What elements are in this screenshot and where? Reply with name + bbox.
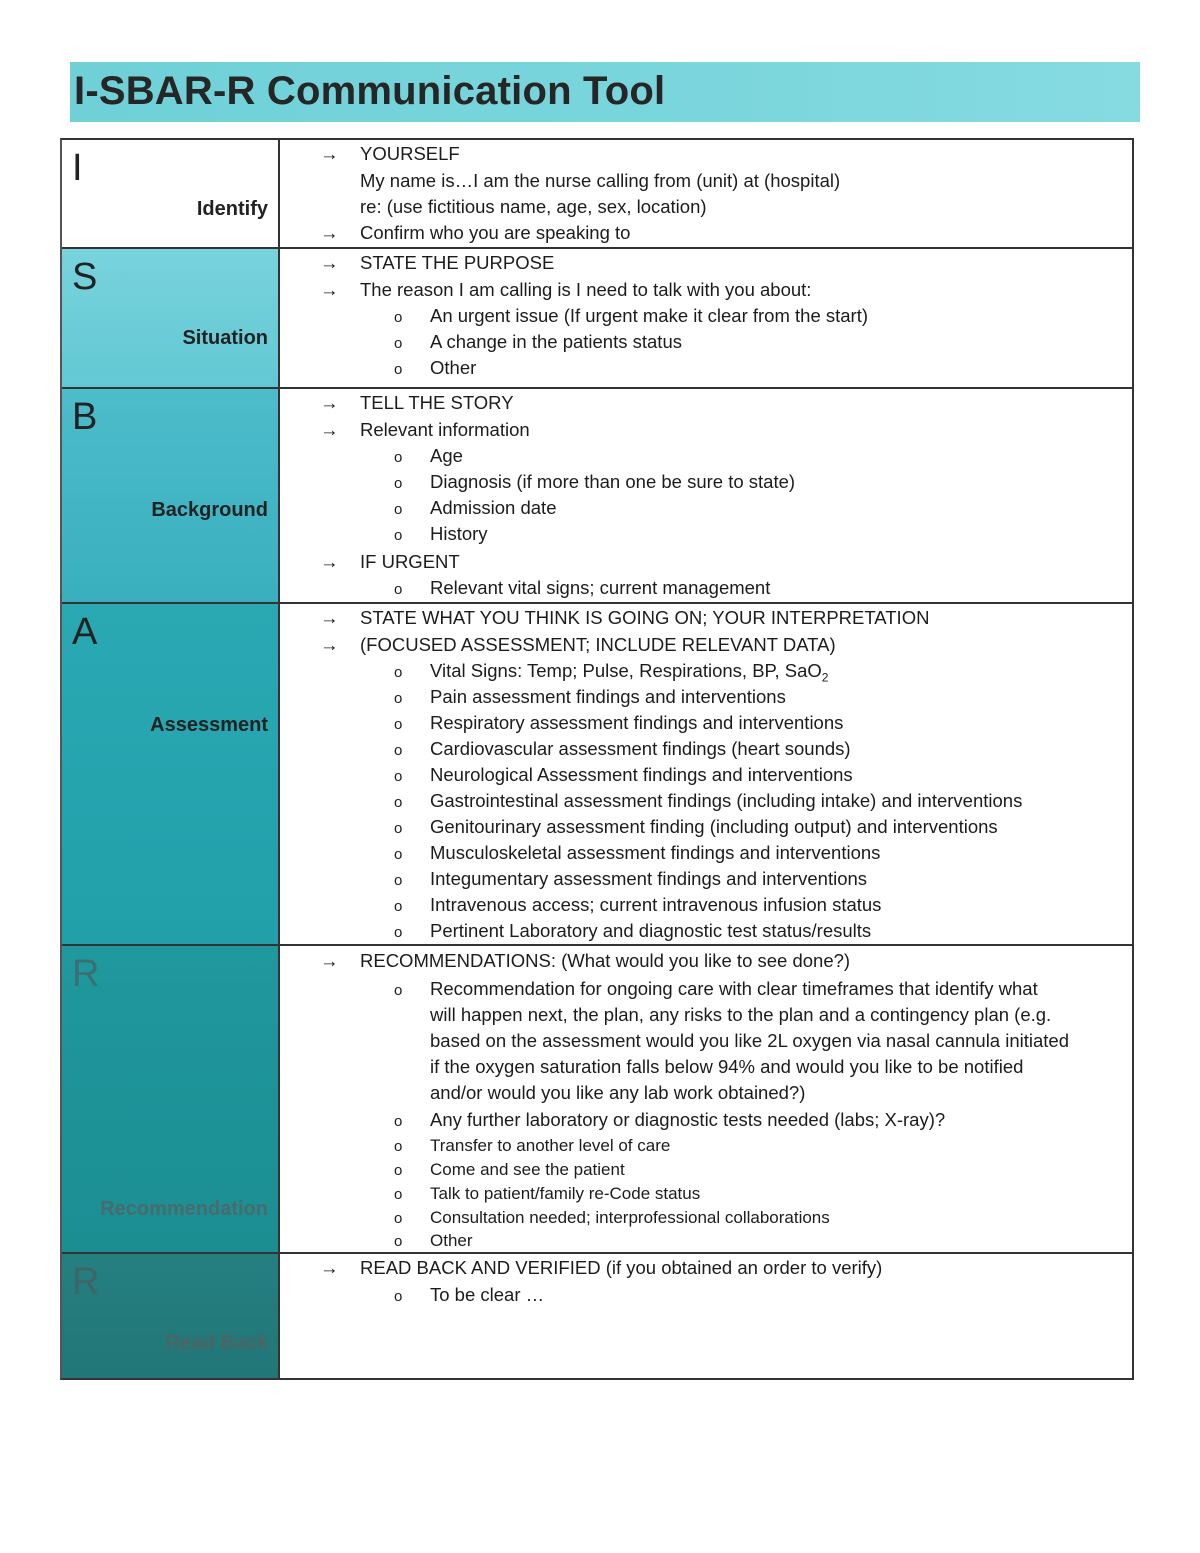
list-item: o Musculoskeletal assessment findings and interventions [394, 840, 880, 868]
bullet-icon: o [394, 1162, 403, 1179]
arrow-icon: → [320, 551, 339, 572]
bullet-icon: o [394, 664, 403, 681]
row-recommendation [62, 946, 1132, 1254]
list-item: o Any further laboratory or diagnostic tests needed (labs; X-ray)? [394, 1107, 945, 1135]
list-item: o Transfer to another level of care [394, 1133, 670, 1160]
situation-content [278, 249, 1132, 387]
row-category: Situation [182, 327, 268, 349]
list-item: → The reason I am calling is I need to talk with you about: [320, 277, 811, 303]
identify-content [278, 140, 1132, 247]
bullet-icon: o [394, 1113, 403, 1130]
list-item: o A change in the patients status [394, 329, 682, 357]
list-item: and/or would you like any lab work obtained?) [430, 1082, 806, 1103]
arrow-icon: → [320, 419, 339, 440]
background-label-cell [62, 389, 280, 602]
list-item: o An urgent issue (If urgent make it clear from the start) [394, 303, 868, 331]
row-letter: R [72, 953, 100, 995]
isbar-table [60, 138, 1134, 1380]
recommendation-content [278, 946, 1132, 1252]
list-item: o Intravenous access; current intravenous infusion status [394, 892, 881, 920]
read-back-label-cell [62, 1254, 280, 1378]
bullet-icon: o [394, 1138, 403, 1155]
bullet-icon: o [394, 1210, 403, 1227]
list-item: o Consultation needed; interprofessional collaborations [394, 1205, 830, 1232]
list-item: o Genitourinary assessment finding (including output) and interventions [394, 814, 998, 842]
list-item: o Come and see the patient [394, 1157, 625, 1184]
list-item: → Relevant information [320, 417, 530, 443]
arrow-icon: → [320, 252, 339, 273]
bullet-icon: o [394, 924, 403, 941]
list-item: → READ BACK AND VERIFIED (if you obtained an order to verify) [320, 1255, 882, 1281]
arrow-icon: → [320, 279, 339, 300]
list-item: → Confirm who you are speaking to [320, 220, 630, 246]
list-item: o Pain assessment findings and interventions [394, 684, 786, 712]
row-assessment [62, 604, 1132, 946]
list-item: → STATE THE PURPOSE [320, 250, 554, 276]
list-item: o History [394, 521, 488, 549]
bullet-icon: o [394, 581, 403, 598]
list-item: o Integumentary assessment findings and interventions [394, 866, 867, 894]
bullet-icon: o [394, 716, 403, 733]
row-background [62, 389, 1132, 604]
row-category: Identify [196, 198, 268, 220]
row-read-back [62, 1254, 1132, 1378]
row-letter: A [72, 611, 98, 653]
row-category: Recommendation [100, 1198, 268, 1220]
page-title: I-SBAR-R Communication Tool [74, 69, 666, 113]
list-item: o Cardiovascular assessment findings (heart sounds) [394, 736, 851, 764]
list-item: o Diagnosis (if more than one be sure to state) [394, 469, 795, 497]
row-letter: R [72, 1261, 100, 1303]
assessment-content [278, 604, 1132, 944]
bullet-icon: o [394, 1288, 403, 1305]
bullet-icon: o [394, 690, 403, 707]
list-item: based on the assessment would you like 2L oxygen via nasal cannula initiated [430, 1030, 1069, 1051]
read-back-content [278, 1254, 1132, 1378]
row-letter: S [72, 256, 98, 298]
list-item: o Talk to patient/family re-Code status [394, 1181, 700, 1208]
row-letter: I [72, 147, 83, 189]
bullet-icon: o [394, 335, 403, 352]
list-item: will happen next, the plan, any risks to the plan and a contingency plan (e.g. [430, 1004, 1052, 1025]
list-item: o Relevant vital signs; current management [394, 575, 770, 603]
list-item: o Neurological Assessment findings and interventions [394, 762, 853, 790]
arrow-icon: → [320, 1257, 339, 1278]
list-item: → YOURSELF [320, 141, 460, 167]
bullet-icon: o [394, 794, 403, 811]
bullet-icon: o [394, 846, 403, 863]
bullet-icon: o [394, 1186, 403, 1203]
assessment-label-cell [62, 604, 280, 944]
list-item: o Pertinent Laboratory and diagnostic test status/results [394, 918, 871, 946]
bullet-icon: o [394, 309, 403, 326]
row-situation [62, 249, 1132, 389]
bullet-icon: o [394, 898, 403, 915]
list-item: → (FOCUSED ASSESSMENT; INCLUDE RELEVANT DATA) [320, 632, 836, 658]
list-item: o Vital Signs: Temp; Pulse, Respirations, BP, SaO$_2$ [394, 660, 829, 685]
bullet-icon: o [394, 475, 403, 492]
list-item: o Gastrointestinal assessment findings (including intake) and interventions [394, 788, 1022, 816]
bullet-icon: o [394, 527, 403, 544]
list-item: My name is…I am the nurse calling from (unit) at (hospital) [360, 170, 841, 191]
list-item: o Age [394, 443, 463, 471]
arrow-icon: → [320, 392, 339, 413]
bullet-icon: o [394, 982, 403, 999]
list-item: o Recommendation for ongoing care with clear timeframes that identify what [394, 976, 1038, 1004]
list-item: o To be clear … [394, 1282, 544, 1310]
identify-label-cell [62, 140, 280, 247]
list-item: → RECOMMENDATIONS: (What would you like to see done?) [320, 948, 850, 974]
list-item: o Respiratory assessment findings and interventions [394, 710, 843, 738]
recommendation-label-cell [62, 946, 280, 1252]
list-item: → STATE WHAT YOU THINK IS GOING ON; YOUR INTERPRETATION [320, 605, 929, 631]
list-item: o Other [394, 355, 476, 383]
list-item: if the oxygen saturation falls below 94% and would you like to be notified [430, 1056, 1024, 1077]
arrow-icon: → [320, 950, 339, 971]
arrow-icon: → [320, 634, 339, 655]
list-item: → IF URGENT [320, 549, 460, 575]
list-item: re: (use fictitious name, age, sex, location) [360, 196, 707, 217]
arrow-icon: → [320, 143, 339, 164]
bullet-icon: o [394, 742, 403, 759]
background-content [278, 389, 1132, 602]
bullet-icon: o [394, 820, 403, 837]
row-category: Read Back [165, 1332, 268, 1354]
row-category: Assessment [150, 714, 268, 736]
list-item: o Admission date [394, 495, 556, 523]
arrow-icon: → [320, 222, 339, 243]
bullet-icon: o [394, 1233, 403, 1250]
list-item: o Other [394, 1228, 473, 1255]
bullet-icon: o [394, 449, 403, 466]
bullet-icon: o [394, 768, 403, 785]
bullet-icon: o [394, 361, 403, 378]
bullet-icon: o [394, 501, 403, 518]
arrow-icon: → [320, 607, 339, 628]
list-item: → TELL THE STORY [320, 390, 514, 416]
situation-label-cell [62, 249, 280, 387]
bullet-icon: o [394, 872, 403, 889]
row-category: Background [151, 499, 268, 521]
row-identify [62, 140, 1132, 249]
row-letter: B [72, 396, 98, 438]
